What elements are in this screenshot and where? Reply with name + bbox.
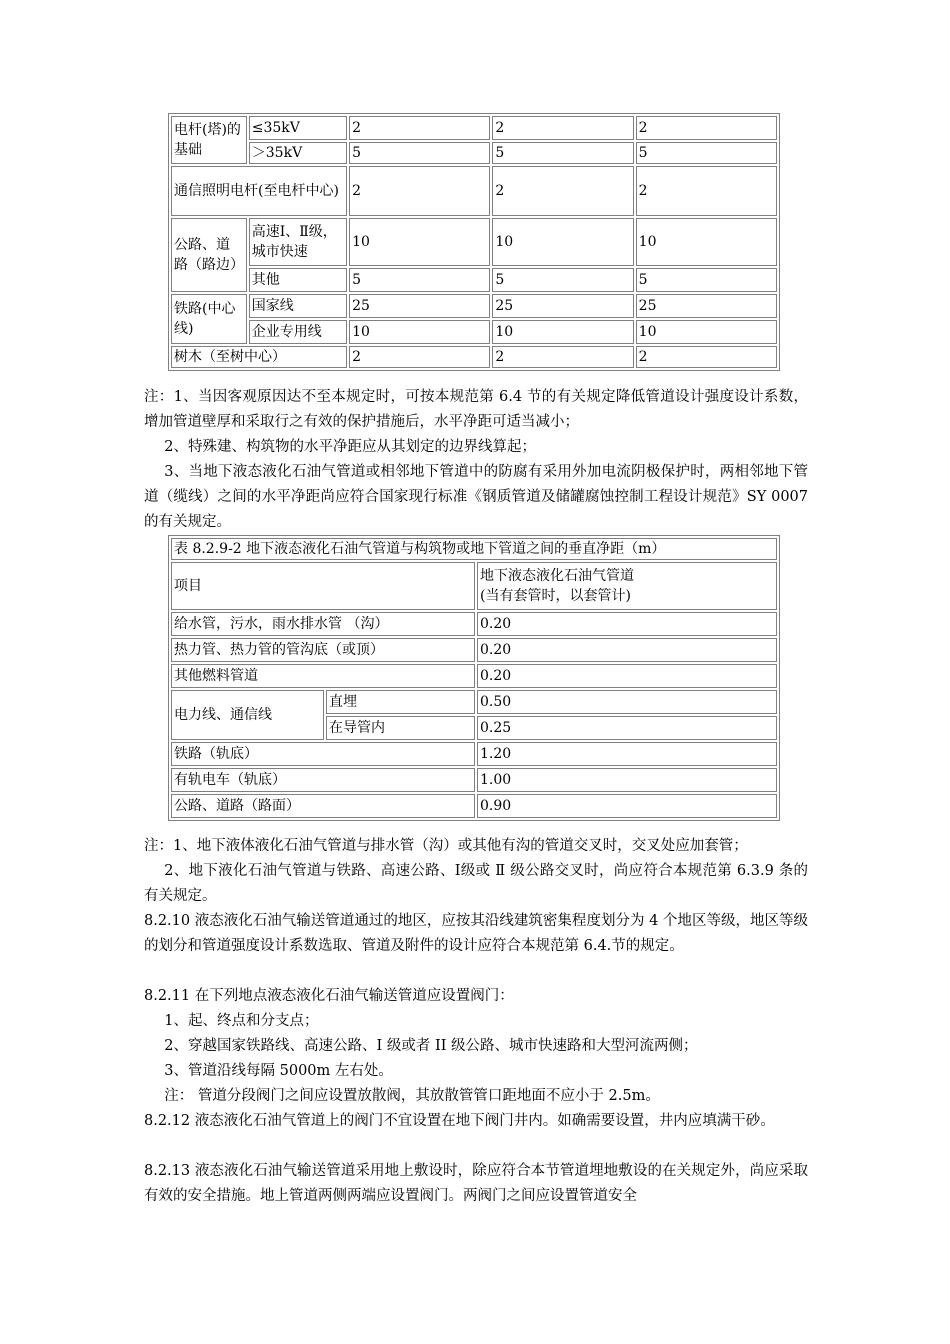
table2-note-2: 2、地下液化石油气管道与铁路、高速公路、Ⅰ级或 Ⅱ 级公路交叉时，尚应符合本规范第 6.3.9 条的有关规定。 [144,863,808,904]
table-cell: 0.20 [477,612,777,636]
table-cell: 25 [349,294,490,318]
list-item: 3、管道沿线每隔 5000m 左右处。 [164,1063,393,1079]
table-cell: 2 [349,166,490,216]
table-cell: 2 [636,346,777,368]
table-cell: 2 [492,116,633,140]
list-item: 1、起、终点和分支点； [164,1013,319,1029]
table-row [171,664,777,688]
table-header-row [171,562,777,610]
table-cell: 10 [492,320,633,344]
table-cell: 10 [636,320,777,344]
table-caption: 表 8.2.9-2 地下液态液化石油气管道与构筑物或地下管道之间的垂直净距（m） [171,538,777,560]
horizontal-clearance-table [168,113,780,371]
row-label: 公路、道路（路边） [171,218,247,292]
table-row [171,116,777,140]
table-cell: 5 [636,142,777,164]
row-label: 给水管，污水，雨水排水管 （沟） [171,612,475,636]
header-item: 项目 [171,562,475,610]
table-row [171,268,777,292]
table-row [171,218,777,266]
table-cell: 2 [349,116,490,140]
row-sublabel: ≤35kV [249,116,347,140]
row-label: 公路、道路（路面） [171,794,475,818]
row-sublabel: 国家线 [249,294,347,318]
table-cell: 5 [349,268,490,292]
table-cell: 1.00 [477,768,777,792]
table-row [171,346,777,368]
row-sublabel: 在导管内 [326,716,475,740]
table-cell: 25 [636,294,777,318]
table-cell: 2 [636,116,777,140]
section-8-2-11-note: 注： 管道分段阀门之间应设置放散阀，其放散管管口距地面不应小于 2.5m。 [164,1088,660,1104]
table-row [171,638,777,662]
table-cell: 5 [492,142,633,164]
row-sublabel: 企业专用线 [249,320,347,344]
list-item: 2、穿越国家铁路线、高速公路、I 级或者 II 级公路、城市快速路和大型河流两侧； [164,1038,698,1054]
table-row [171,166,777,216]
table-row [171,612,777,636]
table-cell: 2 [349,346,490,368]
section-8-2-11: 8.2.11 在下列地点液态液化石油气输送管道应设置阀门： [144,988,514,1004]
table1-note-1: 注：1、当因客观原因达不至本规定时，可按本规范第 6.4 节的有关规定降低管道设计强度设计系数，增加管道壁厚和采取行之有效的保护措施后，水平净距可适当减小； [144,389,808,430]
header-column-line-1: 地下液态液化石油气管道 [480,568,634,584]
table-row [171,320,777,344]
table-row [171,742,777,766]
table-cell: 0.90 [477,794,777,818]
row-label: 树木（至树中心） [171,346,347,368]
row-label: 电力线、通信线 [171,690,324,740]
row-sublabel: 其他 [249,268,347,292]
table-row [171,142,777,164]
table-row [171,768,777,792]
row-label: 铁路（轨底） [171,742,475,766]
row-label: 其他燃料管道 [171,664,475,688]
section-8-2-10: 8.2.10 液态液化石油气输送管道通过的地区，应按其沿线建筑密集程度划分为 4 个地区等级，地区等级的划分和管道强度设计系数选取、管道及附件的设计应符合本规范第 6.4.节的规定。 [144,913,808,954]
table1-note-2: 2、特殊建、构筑物的水平净距应从其划定的边界线算起； [164,439,537,455]
section-8-2-13: 8.2.13 液态液化石油气输送管道采用地上敷设时，除应符合本节管道埋地敷设的在关规定外，尚应采取有效的安全措施。地上管道两侧两端应设置阀门。两阀门之间应设置管道安全 [144,1163,808,1204]
table-cell: 10 [492,218,633,266]
row-label: 通信照明电杆(至电杆中心) [171,166,347,216]
table-cell: 0.50 [477,690,777,714]
table-cell: 5 [349,142,490,164]
table-cell: 25 [492,294,633,318]
row-sublabel: 高速Ⅰ、Ⅱ级，城市快速 [249,218,347,266]
table-cell: 0.20 [477,638,777,662]
section-8-2-12: 8.2.12 液态液化石油气管道上的阀门不宜设置在地下阀门井内。如确需要设置，井内应填满干砂。 [144,1113,775,1129]
row-sublabel: 直埋 [326,690,475,714]
table-cell: 5 [492,268,633,292]
table-cell: 10 [349,218,490,266]
table-cell: 0.25 [477,716,777,740]
table-row [171,794,777,818]
table-cell: 2 [636,166,777,216]
header-column-line-2: (当有套管时，以套管计) [480,588,631,604]
table-row [171,294,777,318]
table-cell: 5 [636,268,777,292]
table-cell: 10 [636,218,777,266]
table-cell: 1.20 [477,742,777,766]
table2-note-1: 注：1、地下液体液化石油气管道与排水管（沟）或其他有沟的管道交叉时，交叉处应加套管； [144,838,748,854]
table-caption-row [171,538,777,560]
table-cell: 2 [492,166,633,216]
row-label: 电杆(塔)的基础 [171,116,247,164]
table-cell: 0.20 [477,664,777,688]
row-label: 热力管、热力管的管沟底（或顶） [171,638,475,662]
row-label: 铁路(中心线) [171,294,247,344]
table-cell: 10 [349,320,490,344]
row-label: 有轨电车（轨底） [171,768,475,792]
header-column [477,562,777,610]
table1-note-3: 3、当地下液态液化石油气管道或相邻地下管道中的防腐有采用外加电流阴极保护时，两相邻地下管道（缆线）之间的水平净距尚应符合国家现行标准《钢质管道及储罐腐蚀控制工程设计规范》SY 0007 的有关规定。 [144,464,808,530]
table-cell: 2 [492,346,633,368]
table-row [171,690,777,714]
row-sublabel: ＞35kV [249,142,347,164]
vertical-clearance-table [168,535,780,821]
